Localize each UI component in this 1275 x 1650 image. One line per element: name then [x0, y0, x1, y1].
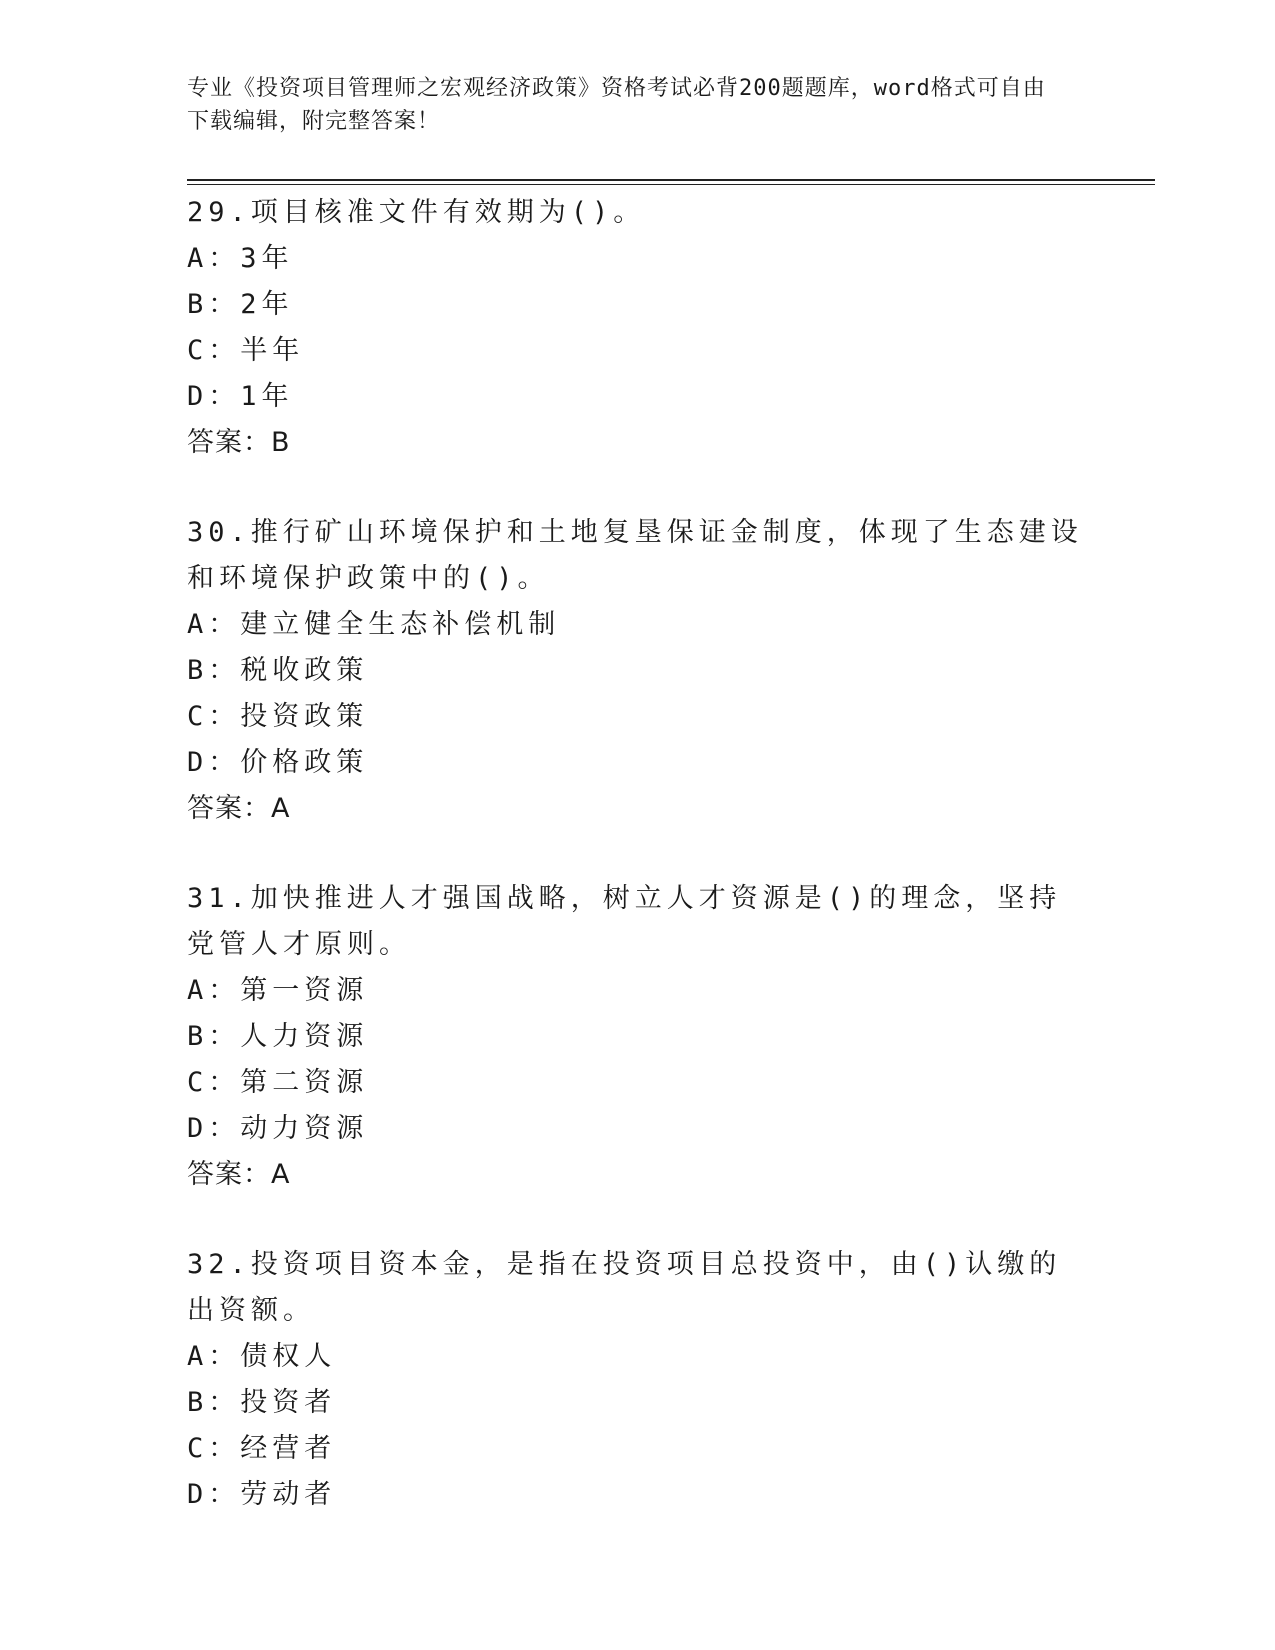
header-divider — [187, 179, 1155, 181]
answer-line: 答案：B — [187, 427, 291, 458]
option-a: A：3年 — [187, 243, 294, 274]
question-stem: 32.投资项目资本金，是指在投资项目总投资中，由()认缴的出资额。 — [187, 1249, 1062, 1326]
question-29 — [187, 190, 1087, 466]
option-d: D：价格政策 — [187, 747, 369, 778]
question-stem: 30.推行矿山环境保护和土地复垦保证金制度，体现了生态建设和环境保护政策中的()。 — [187, 517, 1083, 594]
option-a: A：债权人 — [187, 1341, 337, 1372]
option-c: C：第二资源 — [187, 1067, 369, 1098]
option-c: C：半年 — [187, 335, 305, 366]
option-d: D：1年 — [187, 381, 294, 412]
option-c: C：投资政策 — [187, 701, 369, 732]
question-30 — [187, 510, 1087, 832]
answer-line: 答案：A — [187, 793, 291, 824]
question-32 — [187, 1242, 1087, 1518]
answer-line: 答案：A — [187, 1159, 291, 1190]
option-a: A：建立健全生态补偿机制 — [187, 609, 561, 640]
header-divider-thin — [187, 184, 1155, 185]
question-stem: 29.项目核准文件有效期为()。 — [187, 197, 646, 228]
question-stem: 31.加快推进人才强国战略，树立人才资源是()的理念，坚持党管人才原则。 — [187, 883, 1062, 960]
option-b: B：人力资源 — [187, 1021, 369, 1052]
option-d: D：劳动者 — [187, 1479, 337, 1510]
question-list — [187, 190, 1087, 1562]
option-d: D：动力资源 — [187, 1113, 369, 1144]
document-header: 专业《投资项目管理师之宏观经济政策》资格考试必背200题题库，word格式可自由下载编辑，附完整答案！ — [187, 76, 1046, 134]
option-c: C：经营者 — [187, 1433, 337, 1464]
option-a: A：第一资源 — [187, 975, 369, 1006]
option-b: B：投资者 — [187, 1387, 337, 1418]
option-b: B：2年 — [187, 289, 294, 320]
option-b: B：税收政策 — [187, 655, 369, 686]
question-31 — [187, 876, 1087, 1198]
